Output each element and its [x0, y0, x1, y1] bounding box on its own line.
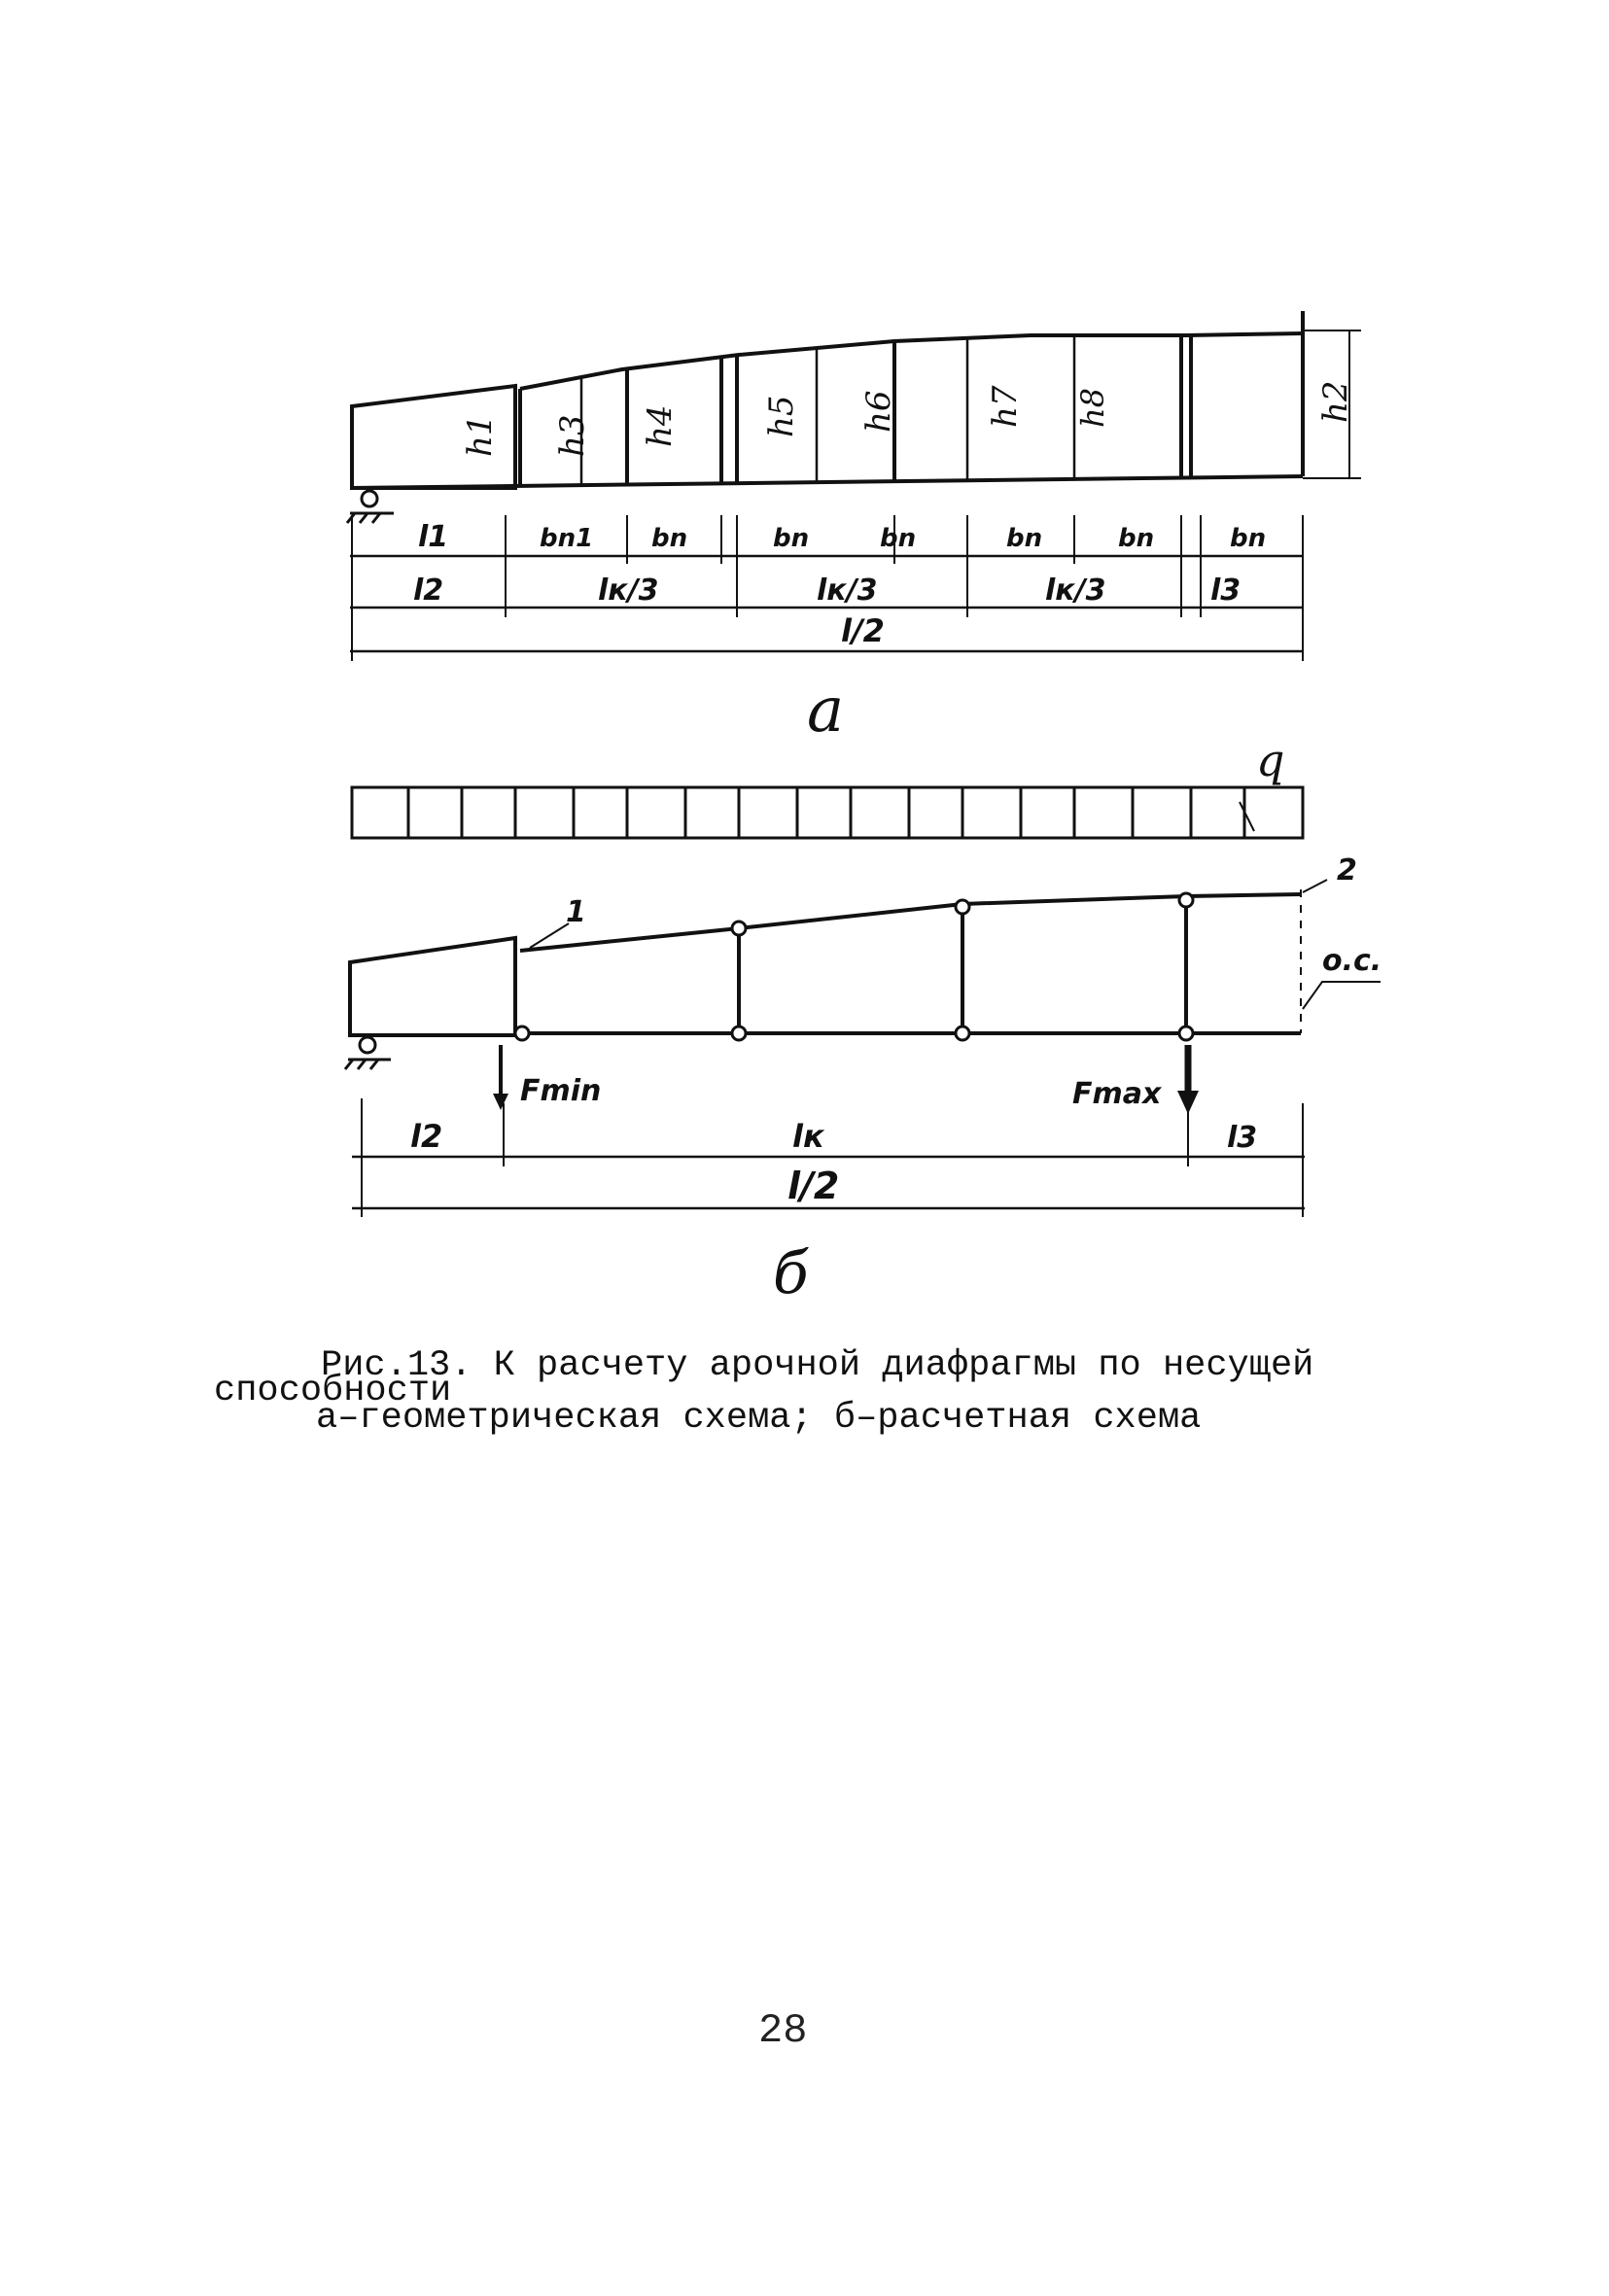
- load-label-q: q: [1256, 734, 1285, 786]
- panel-label-bn: bn: [1230, 524, 1267, 553]
- segment-label-l2: l2: [410, 1118, 443, 1155]
- total-label-b: l/2: [787, 1165, 840, 1207]
- panel-label-bn: bn: [651, 524, 688, 553]
- segment-label-lk3: lк/3: [1045, 574, 1106, 608]
- force-label-fmax: Fmax: [1072, 1077, 1162, 1111]
- axis-label-os: о.с.: [1322, 944, 1382, 978]
- figure-a-heights: [461, 380, 1355, 457]
- height-label-h6: h6: [859, 390, 898, 433]
- height-label-h5: h5: [762, 395, 801, 437]
- total-label-a: l/2: [841, 612, 885, 649]
- segment-label-lk: lк: [792, 1118, 824, 1155]
- panel-label-bn1: bn1: [540, 524, 594, 553]
- figure-a-segment-labels: [413, 574, 1241, 649]
- segment-label-l3: l3: [1210, 574, 1242, 608]
- panel-label-bn: bn: [773, 524, 810, 553]
- segment-label-lk3: lк/3: [598, 574, 659, 608]
- figure-caption: [214, 1346, 1313, 1438]
- segment-label-lk3: lк/3: [817, 574, 878, 608]
- figure-a-panel-labels: [418, 520, 1266, 554]
- caption-line-2: способности: [214, 1371, 452, 1411]
- height-label-h7: h7: [986, 385, 1025, 428]
- marker-1: 1: [566, 895, 586, 929]
- figure-b-title: б: [773, 1239, 809, 1307]
- panel-label-bn: bn: [1118, 524, 1155, 553]
- segment-label-l2: l2: [413, 574, 444, 608]
- height-label-h3: h3: [553, 414, 592, 457]
- page-number: 28: [758, 2007, 808, 2054]
- figure-a-title: а: [807, 675, 845, 747]
- panel-label-l1: l1: [418, 520, 449, 554]
- marker-2: 2: [1337, 853, 1357, 887]
- figure-a-geometry: [350, 311, 1361, 661]
- segment-label-l3: l3: [1227, 1121, 1258, 1155]
- height-label-h2: h2: [1316, 380, 1355, 423]
- pin-support-a: [347, 491, 394, 523]
- caption-line-3: а–геометрическая схема; б–расчетная схема: [316, 1398, 1202, 1439]
- height-label-h4: h4: [641, 404, 680, 447]
- panel-label-bn: bn: [1006, 524, 1043, 553]
- figure-b-geometry: [350, 787, 1381, 1217]
- panel-label-bn: bn: [880, 524, 917, 553]
- height-label-h1: h1: [461, 414, 500, 457]
- caption-line-1: Рис.13. К расчету арочной диафрагмы по несущей: [321, 1345, 1314, 1386]
- force-label-fmin: Fmin: [520, 1074, 602, 1108]
- height-label-h8: h8: [1074, 388, 1111, 428]
- pin-support-b: [345, 1037, 391, 1069]
